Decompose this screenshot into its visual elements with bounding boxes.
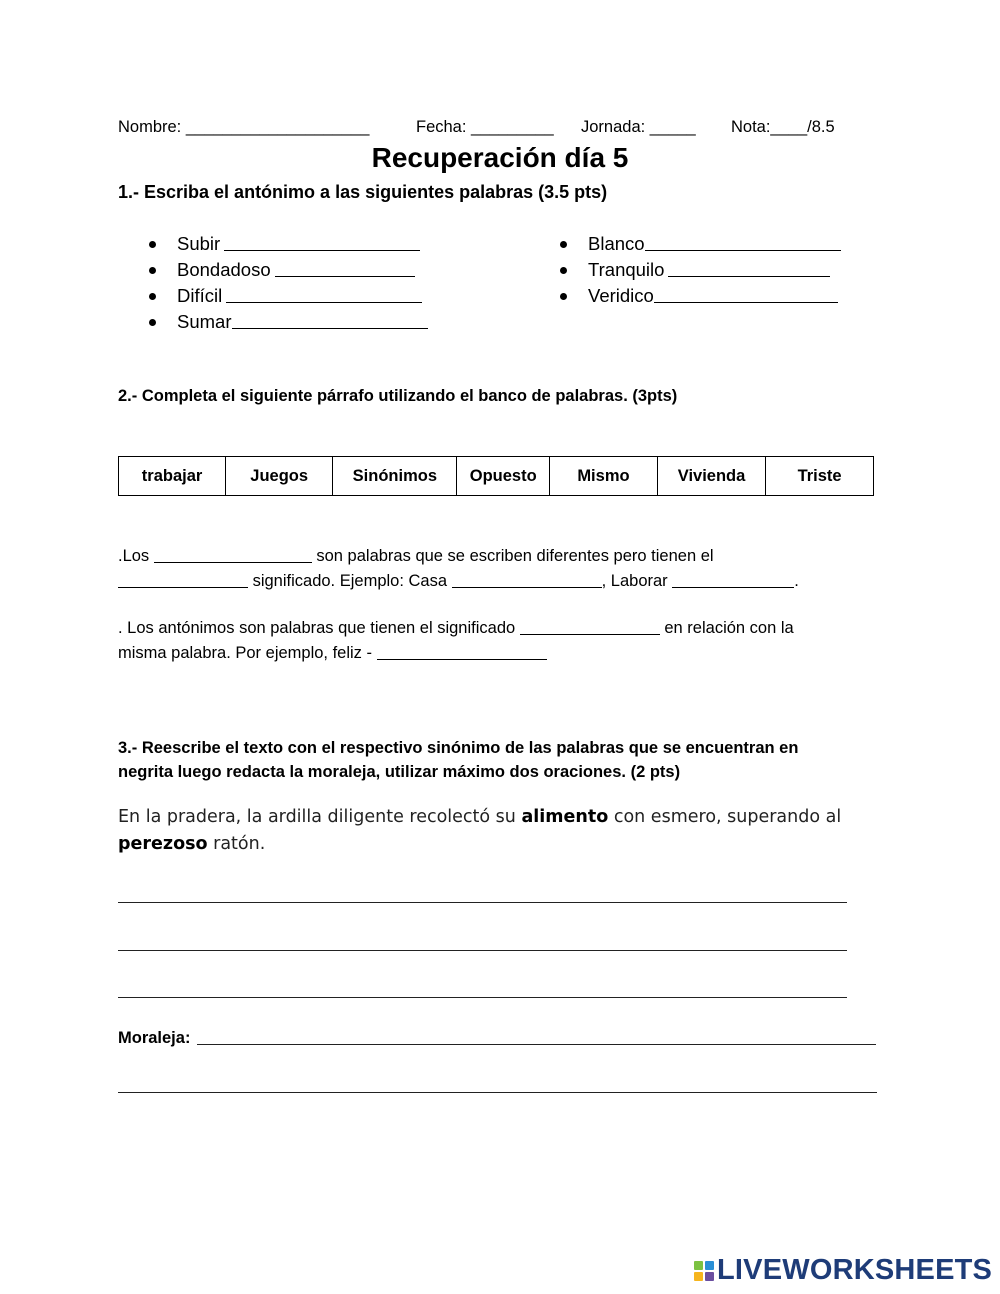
- answer-line[interactable]: [118, 902, 847, 903]
- antonym-list-right: [560, 231, 841, 309]
- moraleja-label: Moraleja:: [118, 1029, 191, 1047]
- bullet-icon: [149, 319, 156, 326]
- answer-blank[interactable]: [654, 283, 838, 303]
- nombre-field[interactable]: Nombre: ____________________: [118, 118, 370, 136]
- bullet-icon: [149, 241, 156, 248]
- bold-word: alimento: [521, 807, 609, 827]
- answer-line[interactable]: [118, 997, 847, 998]
- answer-blank[interactable]: [668, 257, 830, 277]
- list-item: Tranquilo: [560, 257, 841, 283]
- list-item: Subir: [149, 231, 428, 257]
- story-text: En la pradera, la ardilla diligente recolectó su alimento con esmero, superando al perezoso ratón.: [118, 807, 842, 854]
- logo-square-green: [694, 1261, 703, 1270]
- paragraph-1: .Los son palabras que se escriben diferentes pero tienen el significado. Ejemplo: Casa , Laborar .: [118, 547, 799, 590]
- list-item: Bondadoso: [149, 257, 428, 283]
- bullet-icon: [149, 267, 156, 274]
- logo-square-purple: [705, 1272, 714, 1281]
- answer-blank[interactable]: [232, 309, 428, 329]
- fill-blank[interactable]: [118, 570, 248, 588]
- nota-field: Nota:____/8.5: [731, 118, 835, 136]
- list-item: Difícil: [149, 283, 428, 309]
- word-bank-cell[interactable]: Juegos: [226, 457, 333, 496]
- answer-line[interactable]: [118, 950, 847, 951]
- word-bank-cell[interactable]: Opuesto: [457, 457, 550, 496]
- section1-title: 1.- Escriba el antónimo a las siguientes palabras (3.5 pts): [118, 182, 608, 202]
- word-bank-cell[interactable]: Sinónimos: [333, 457, 457, 496]
- bullet-icon: [560, 267, 567, 274]
- section2-title: 2.- Completa el siguiente párrafo utilizando el banco de palabras. (3pts): [118, 387, 678, 405]
- word-bank-cell[interactable]: Mismo: [549, 457, 657, 496]
- antonym-list-left: [149, 231, 428, 335]
- logo-icon: [694, 1261, 714, 1281]
- moraleja-line-2[interactable]: [118, 1092, 877, 1093]
- bullet-icon: [560, 293, 567, 300]
- logo-square-yellow: [694, 1272, 703, 1281]
- bullet-icon: [560, 241, 567, 248]
- bold-word: perezoso: [118, 834, 208, 854]
- fill-blank[interactable]: [377, 642, 547, 660]
- word-bank-cell[interactable]: Vivienda: [657, 457, 765, 496]
- fecha-field[interactable]: Fecha: _________: [416, 118, 554, 136]
- jornada-field[interactable]: Jornada: _____: [581, 118, 696, 136]
- fill-blank[interactable]: [452, 570, 602, 588]
- moraleja-line[interactable]: [197, 1044, 876, 1045]
- word-bank-cell[interactable]: trabajar: [119, 457, 226, 496]
- answer-blank[interactable]: [224, 231, 420, 251]
- page-title: Recuperación día 5: [371, 142, 629, 173]
- section3-title: 3.- Reescribe el texto con el respectivo sinónimo de las palabras que se encuentran en negrita luego redacta la moraleja, utilizar máximo dos oraciones. (2 pts): [118, 739, 799, 781]
- liveworksheets-logo: [694, 1254, 992, 1287]
- answer-blank[interactable]: [275, 257, 415, 277]
- fill-blank[interactable]: [672, 570, 794, 588]
- answer-blank[interactable]: [226, 283, 422, 303]
- list-item: Sumar: [149, 309, 428, 335]
- fill-blank[interactable]: [154, 545, 312, 563]
- answer-blank[interactable]: [645, 231, 841, 251]
- word-bank-table: [118, 456, 874, 496]
- logo-text: LIVEWORKSHEETS: [717, 1254, 993, 1286]
- fill-blank[interactable]: [520, 617, 660, 635]
- word-bank-cell[interactable]: Triste: [766, 457, 874, 496]
- bullet-icon: [149, 293, 156, 300]
- list-item: Veridico: [560, 283, 841, 309]
- paragraph-2: . Los antónimos son palabras que tienen el significado en relación con la misma palabra. Por ejemplo, feliz -: [118, 619, 794, 662]
- logo-square-blue: [705, 1261, 714, 1270]
- list-item: Blanco: [560, 231, 841, 257]
